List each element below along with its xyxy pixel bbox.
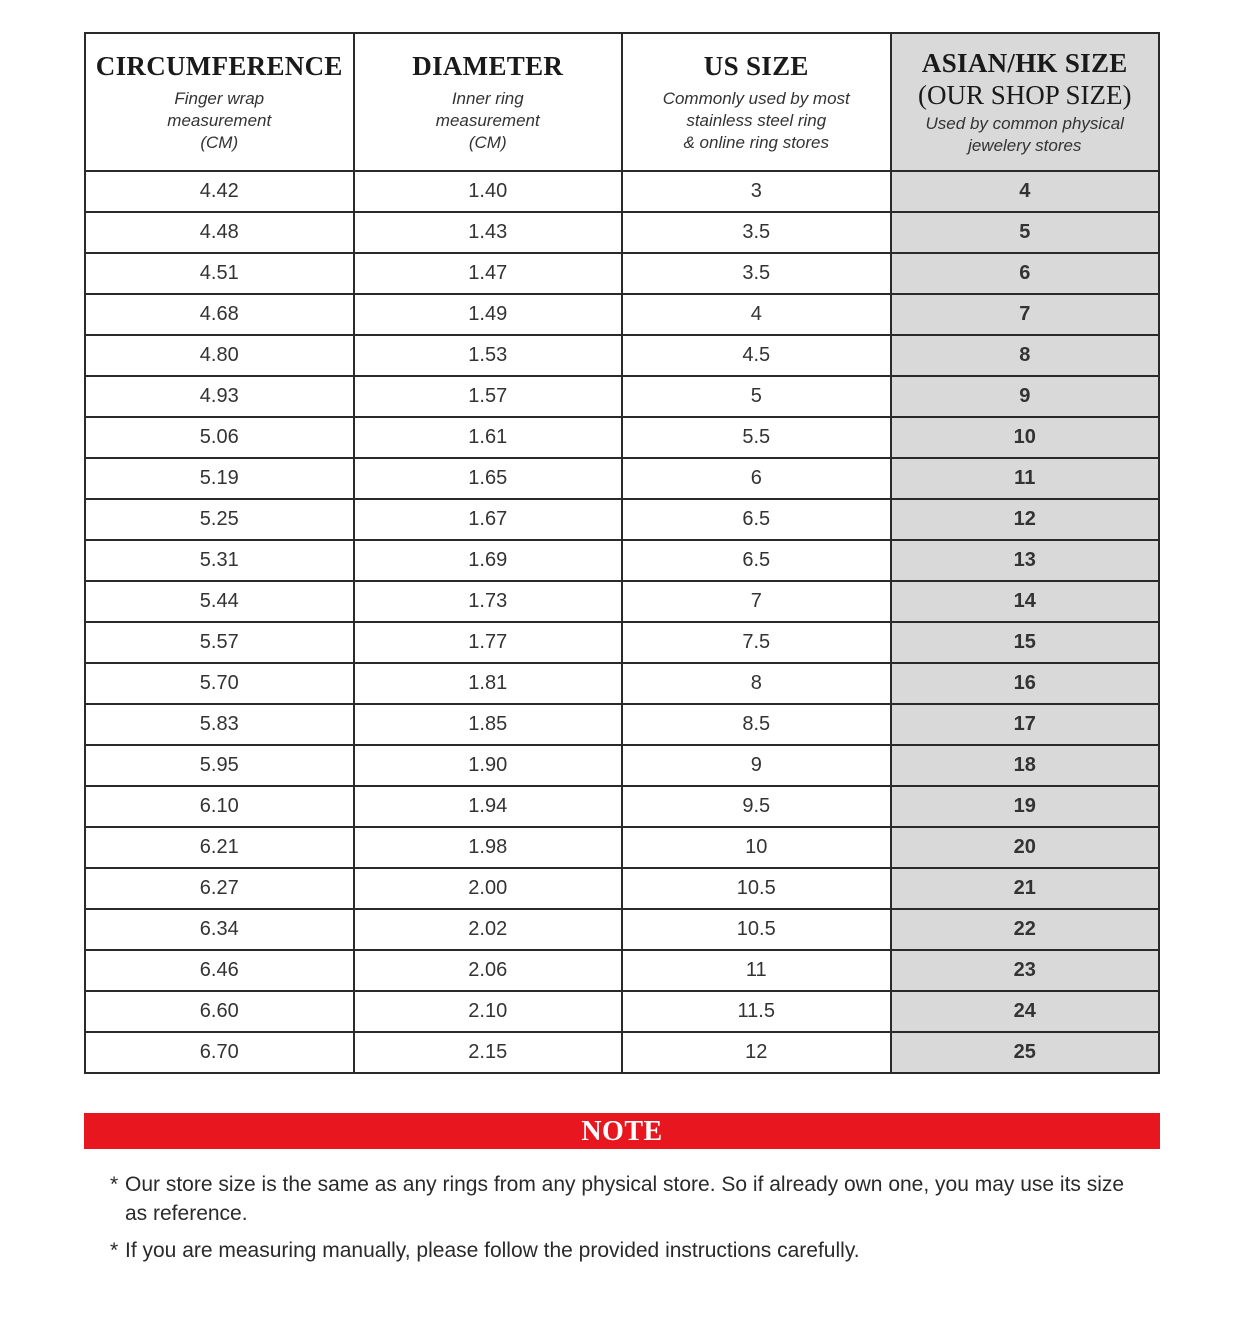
cell-circumference: 6.21 [85, 827, 354, 868]
cell-circumference: 5.25 [85, 499, 354, 540]
header-row [85, 33, 1159, 171]
cell-asian-hk-size: 16 [891, 663, 1160, 704]
cell-us-size: 6.5 [622, 540, 891, 581]
table-row [85, 745, 1159, 786]
cell-circumference: 6.70 [85, 1032, 354, 1073]
cell-diameter: 1.94 [354, 786, 623, 827]
note-text: Our store size is the same as any rings from any physical store. So if already own one, you may use its size as reference. [125, 1173, 1125, 1225]
cell-asian-hk-size: 6 [891, 253, 1160, 294]
header-description: Inner ring measurement (CM) [435, 89, 540, 152]
cell-diameter: 2.00 [354, 868, 623, 909]
header-title: US SIZE [703, 51, 809, 81]
cell-circumference: 4.68 [85, 294, 354, 335]
cell-us-size: 10 [622, 827, 891, 868]
table-row [85, 868, 1159, 909]
header-title: CIRCUMFERENCE [95, 51, 343, 81]
cell-diameter: 1.85 [354, 704, 623, 745]
cell-asian-hk-size: 18 [891, 745, 1160, 786]
table-row [85, 827, 1159, 868]
cell-diameter: 1.40 [354, 171, 623, 212]
cell-asian-hk-size: 14 [891, 581, 1160, 622]
cell-asian-hk-size: 11 [891, 458, 1160, 499]
ring-size-table [84, 32, 1160, 1074]
cell-asian-hk-size: 21 [891, 868, 1160, 909]
header-subtitle: (OUR SHOP SIZE) [917, 80, 1132, 110]
cell-diameter: 1.47 [354, 253, 623, 294]
header-title: DIAMETER [412, 51, 564, 81]
header-title: ASIAN/HK SIZE [921, 48, 1128, 78]
cell-us-size: 9.5 [622, 786, 891, 827]
table-row [85, 335, 1159, 376]
cell-diameter: 1.43 [354, 212, 623, 253]
cell-diameter: 1.81 [354, 663, 623, 704]
cell-circumference: 4.93 [85, 376, 354, 417]
cell-diameter: 1.69 [354, 540, 623, 581]
cell-diameter: 2.06 [354, 950, 623, 991]
cell-us-size: 4 [622, 294, 891, 335]
cell-us-size: 6.5 [622, 499, 891, 540]
cell-asian-hk-size: 7 [891, 294, 1160, 335]
cell-circumference: 4.80 [85, 335, 354, 376]
cell-circumference: 4.51 [85, 253, 354, 294]
cell-us-size: 3 [622, 171, 891, 212]
cell-diameter: 1.67 [354, 499, 623, 540]
cell-circumference: 6.10 [85, 786, 354, 827]
table-row [85, 212, 1159, 253]
cell-circumference: 6.46 [85, 950, 354, 991]
table-row [85, 253, 1159, 294]
table-row [85, 458, 1159, 499]
cell-diameter: 1.90 [354, 745, 623, 786]
cell-us-size: 8.5 [622, 704, 891, 745]
cell-circumference: 5.57 [85, 622, 354, 663]
cell-circumference: 5.95 [85, 745, 354, 786]
cell-us-size: 3.5 [622, 212, 891, 253]
header-diameter [354, 33, 623, 171]
cell-us-size: 4.5 [622, 335, 891, 376]
cell-us-size: 5.5 [622, 417, 891, 458]
header-description: Used by common physical jewelery stores [925, 114, 1124, 155]
cell-diameter: 1.73 [354, 581, 623, 622]
cell-us-size: 9 [622, 745, 891, 786]
cell-us-size: 11 [622, 950, 891, 991]
table-row [85, 540, 1159, 581]
note-banner: NOTE [84, 1113, 1160, 1149]
note-item [110, 1236, 1130, 1265]
table-header [85, 33, 1159, 171]
cell-asian-hk-size: 17 [891, 704, 1160, 745]
cell-circumference: 5.19 [85, 458, 354, 499]
cell-circumference: 4.42 [85, 171, 354, 212]
cell-us-size: 5 [622, 376, 891, 417]
cell-us-size: 12 [622, 1032, 891, 1073]
cell-asian-hk-size: 5 [891, 212, 1160, 253]
cell-circumference: 6.27 [85, 868, 354, 909]
cell-asian-hk-size: 24 [891, 991, 1160, 1032]
table-row [85, 499, 1159, 540]
cell-diameter: 1.98 [354, 827, 623, 868]
cell-circumference: 5.44 [85, 581, 354, 622]
cell-diameter: 2.02 [354, 909, 623, 950]
note-item [110, 1170, 1130, 1228]
header-us-size [622, 33, 891, 171]
cell-asian-hk-size: 12 [891, 499, 1160, 540]
cell-circumference: 5.83 [85, 704, 354, 745]
table-row [85, 663, 1159, 704]
cell-asian-hk-size: 20 [891, 827, 1160, 868]
cell-asian-hk-size: 25 [891, 1032, 1160, 1073]
cell-diameter: 2.10 [354, 991, 623, 1032]
note-text: If you are measuring manually, please follow the provided instructions carefully. [125, 1239, 860, 1262]
note-list [110, 1170, 1130, 1273]
cell-asian-hk-size: 15 [891, 622, 1160, 663]
cell-us-size: 7 [622, 581, 891, 622]
cell-diameter: 1.53 [354, 335, 623, 376]
cell-diameter: 1.57 [354, 376, 623, 417]
table-row [85, 704, 1159, 745]
cell-us-size: 7.5 [622, 622, 891, 663]
table-row [85, 581, 1159, 622]
cell-circumference: 6.34 [85, 909, 354, 950]
cell-diameter: 1.77 [354, 622, 623, 663]
table-row [85, 294, 1159, 335]
cell-asian-hk-size: 9 [891, 376, 1160, 417]
cell-diameter: 1.65 [354, 458, 623, 499]
cell-circumference: 4.48 [85, 212, 354, 253]
cell-diameter: 2.15 [354, 1032, 623, 1073]
table-row [85, 950, 1159, 991]
table-row [85, 171, 1159, 212]
cell-asian-hk-size: 13 [891, 540, 1160, 581]
header-description: Finger wrap measurement (CM) [167, 89, 272, 152]
header-asian-hk-size [891, 33, 1160, 171]
cell-us-size: 6 [622, 458, 891, 499]
header-description: Commonly used by most stainless steel ring & online ring stores [662, 89, 850, 152]
table-body [85, 171, 1159, 1073]
cell-us-size: 10.5 [622, 909, 891, 950]
cell-circumference: 6.60 [85, 991, 354, 1032]
cell-asian-hk-size: 10 [891, 417, 1160, 458]
cell-circumference: 5.06 [85, 417, 354, 458]
cell-asian-hk-size: 23 [891, 950, 1160, 991]
table-row [85, 909, 1159, 950]
table-row [85, 786, 1159, 827]
cell-us-size: 3.5 [622, 253, 891, 294]
table-row [85, 1032, 1159, 1073]
cell-circumference: 5.31 [85, 540, 354, 581]
cell-diameter: 1.49 [354, 294, 623, 335]
note-bullet: * [110, 1173, 119, 1196]
table-row [85, 376, 1159, 417]
header-circumference [85, 33, 354, 171]
cell-us-size: 11.5 [622, 991, 891, 1032]
cell-us-size: 8 [622, 663, 891, 704]
note-bullet: * [110, 1239, 119, 1262]
cell-asian-hk-size: 22 [891, 909, 1160, 950]
cell-diameter: 1.61 [354, 417, 623, 458]
table-row [85, 991, 1159, 1032]
cell-asian-hk-size: 4 [891, 171, 1160, 212]
table-row [85, 417, 1159, 458]
cell-asian-hk-size: 19 [891, 786, 1160, 827]
cell-asian-hk-size: 8 [891, 335, 1160, 376]
cell-us-size: 10.5 [622, 868, 891, 909]
table-row [85, 622, 1159, 663]
cell-circumference: 5.70 [85, 663, 354, 704]
